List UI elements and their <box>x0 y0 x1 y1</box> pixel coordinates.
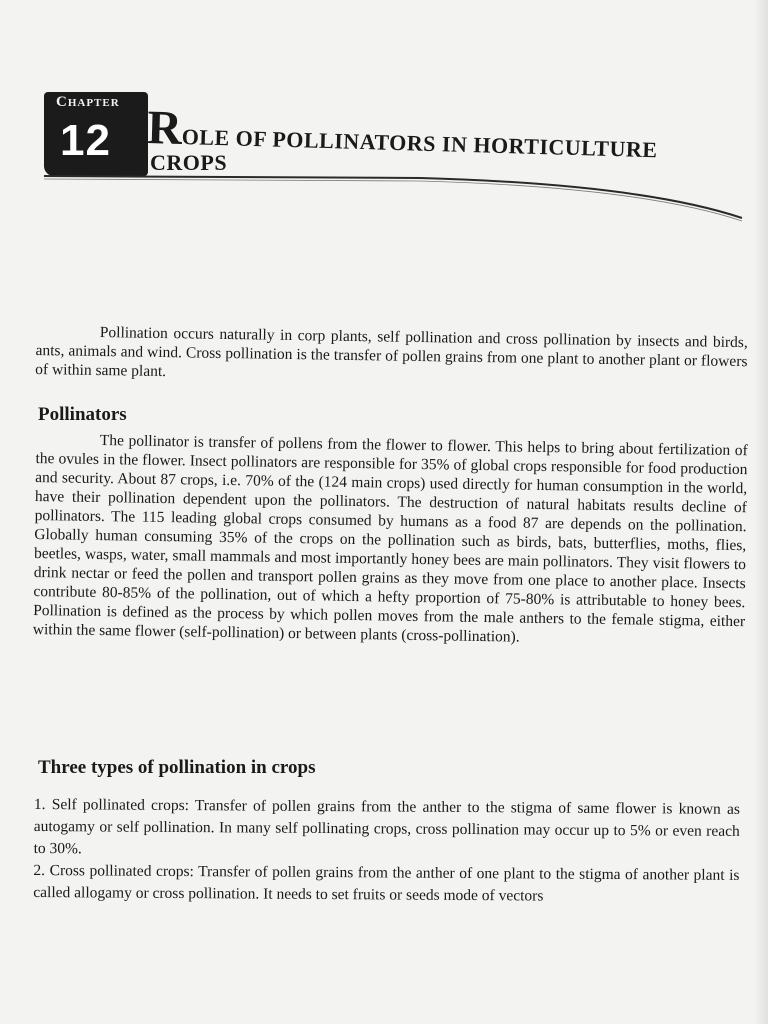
chapter-label: Chapter <box>56 94 120 110</box>
pollinators-paragraph: The pollinator is transfer of pollens from the flower to flower. This helps to bring about fertilization of the ovules in the flower. Insect pollinators are responsible for 35% of global crops responsible for food production and security. About 87 crops, i.e. 70% of the (124 main crops) used directly for human consumption in the world, have their pollination dependent upon the pollinators. The destruction of natural habitats results decline of pollinators. The 115 leading global crops consumed by humans as a food 87 are depends on the pollination. Globally human consuming 35% of the crops on the pollination such as birds, bats, butterflies, moths, flies, beetles, wasps, water, small mammals and most importantly honey bees are main pollinators. They visit flowers to drink nectar or feed the pollen and transport pollen grains as they move from one place to another place. Insects contribute 80-85% of the pollination, out of which a hefty proportion of 75-80% is attributable to honey bees. Pollination is defined as the process by which pollen moves from the male anthers to the female stigma, either within the same flower (self-pollination) or between plants (cross-pollination). <box>32 432 748 646</box>
section-heading-pollinators: Pollinators <box>38 404 127 425</box>
title-underline <box>0 0 768 240</box>
pollination-types-list <box>33 794 740 909</box>
chapter-title-line2: CROPS <box>150 150 228 175</box>
intro-paragraph: Pollination occurs naturally in corp plants, self pollination and cross pollination by insects and birds, ants, animals and wind. Cross pollination is the transfer of pollen grains from one plant to another plant or flowers of within same plant. <box>35 324 748 381</box>
title-line1-rest: OLE OF POLLINATORS IN HORTICULTURE <box>181 123 658 163</box>
title-initial: R <box>146 101 183 155</box>
list-item-self-pollinated: 1. Self pollinated crops: Transfer of pollen grains from the anther to the stigma of same flower is known as autogamy or self pollination. In many self pollinating crops, cross pollination may occur up to 5% or even reach to 30%. <box>33 795 740 858</box>
section-heading-types: Three types of pollination in crops <box>38 757 316 778</box>
list-item-cross-pollinated: 2. Cross pollinated crops: Transfer of pollen grains from the anther of one plant to the stigma of another plant is called allogamy or cross pollination. It needs to set fruits or seeds mode of vectors <box>33 861 740 905</box>
chapter-number: 12 <box>60 116 111 165</box>
